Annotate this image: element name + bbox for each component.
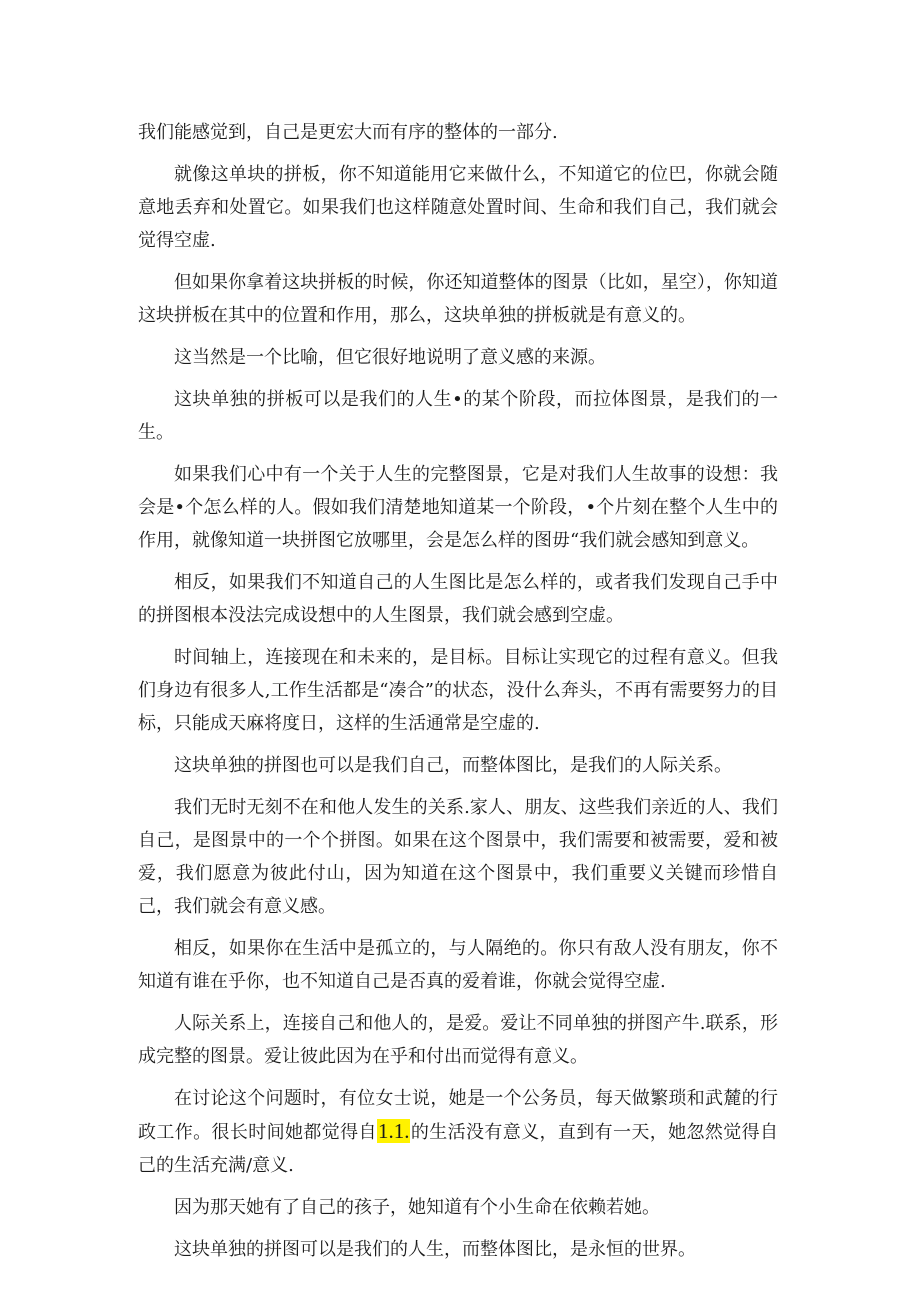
document-body (138, 116, 778, 1275)
paragraph-1: 我们能感觉到，自己是更宏大而有序的整体的一部分. (138, 122, 558, 143)
paragraph-10: 我们无时无刻不在和他人发生的关系.家人、朋友、这些我们亲近的人、我们自己，是图景中的一个个拼图。如果在这个图景中，我们需要和被需要，爱和被爱，我们愿意为彼此付山，因为知道在这个图景中，我们重要义关键而珍惜自己，我们就会有意义感。 (138, 797, 778, 917)
highlighted-text: 1.1. (377, 1119, 410, 1143)
paragraph-4: 这当然是一个比喻，但它很好地说明了意义感的来源。 (174, 347, 606, 368)
paragraph-13-before: 在讨论这个问题时，有位女士说，她是一个公务员，每天做繁琐和武麓的行政工作。很长时间她都觉得自 (138, 1088, 778, 1143)
paragraph-5: 这块单独的拼板可以是我们的人生•的某个阶段，而拉体图景，是我们的一生。 (138, 389, 778, 443)
paragraph-12: 人际关系上，连接自己和他人的，是爱。爱让不同单独的拼图产牛.联系，形成完整的图景。爱让彼此因为在乎和付出而觉得有意义。 (138, 1013, 778, 1067)
paragraph-3: 但如果你拿着这块拼板的时候，你还知道整体的图景（比如，星空），你知道这块拼板在其中的位置和作用，那么，这块单独的拼板就是有意义的。 (138, 272, 778, 326)
paragraph-6: 如果我们心中有一个关于人生的完整图景，它是对我们人生故事的设想：我会是•个怎么样的人。假如我们清楚地知道某一个阶段，•个片刻在整个人生中的作用，就像知道一块拼图它放哪里，会是怎么样的图毋“我们就会感知到意义。 (138, 464, 778, 551)
paragraph-9: 这块单独的拼图也可以是我们自己，而整体图比，是我们的人际关系。 (174, 755, 732, 776)
paragraph-7: 相反，如果我们不知道自己的人生图比是怎么样的，或者我们发现自己手中的拼图根本没法完成设想中的人生图景，我们就会感到空虚。 (138, 572, 778, 626)
paragraph-8: 时间轴上，连接现在和未来的，是目标。目标让实现它的过程有意义。但我们身边有很多人,工作生活都是“凑合”的状态，没什么奔头，不再有需要努力的目标，只能成天麻将度日，这样的生活通常是空虚的. (138, 647, 778, 734)
paragraph-11: 相反，如果你在生活中是孤立的，与人隔绝的。你只有敌人没有朋友，你不知道有谁在乎你，也不知道自己是否真的爱着谁，你就会觉得空虚. (138, 938, 778, 992)
paragraph-14: 因为那天她有了自己的孩子，她知道有个小生命在依赖若她。 (174, 1197, 660, 1218)
paragraph-15: 这块单独的拼图可以是我们的人生，而整体图比，是永恒的世界。 (174, 1239, 696, 1260)
paragraph-13-after: 的生活没有意义，直到有一天，她忽然觉得自己的生活充满/意义. (138, 1122, 779, 1176)
paragraph-13 (138, 1082, 778, 1182)
paragraph-2: 就像这单块的拼板，你不知道能用它来做什么，不知道它的位巴，你就会随意地丢弃和处置它。如果我们也这样随意处置时间、生命和我们自己，我们就会觉得空虚. (138, 164, 778, 251)
